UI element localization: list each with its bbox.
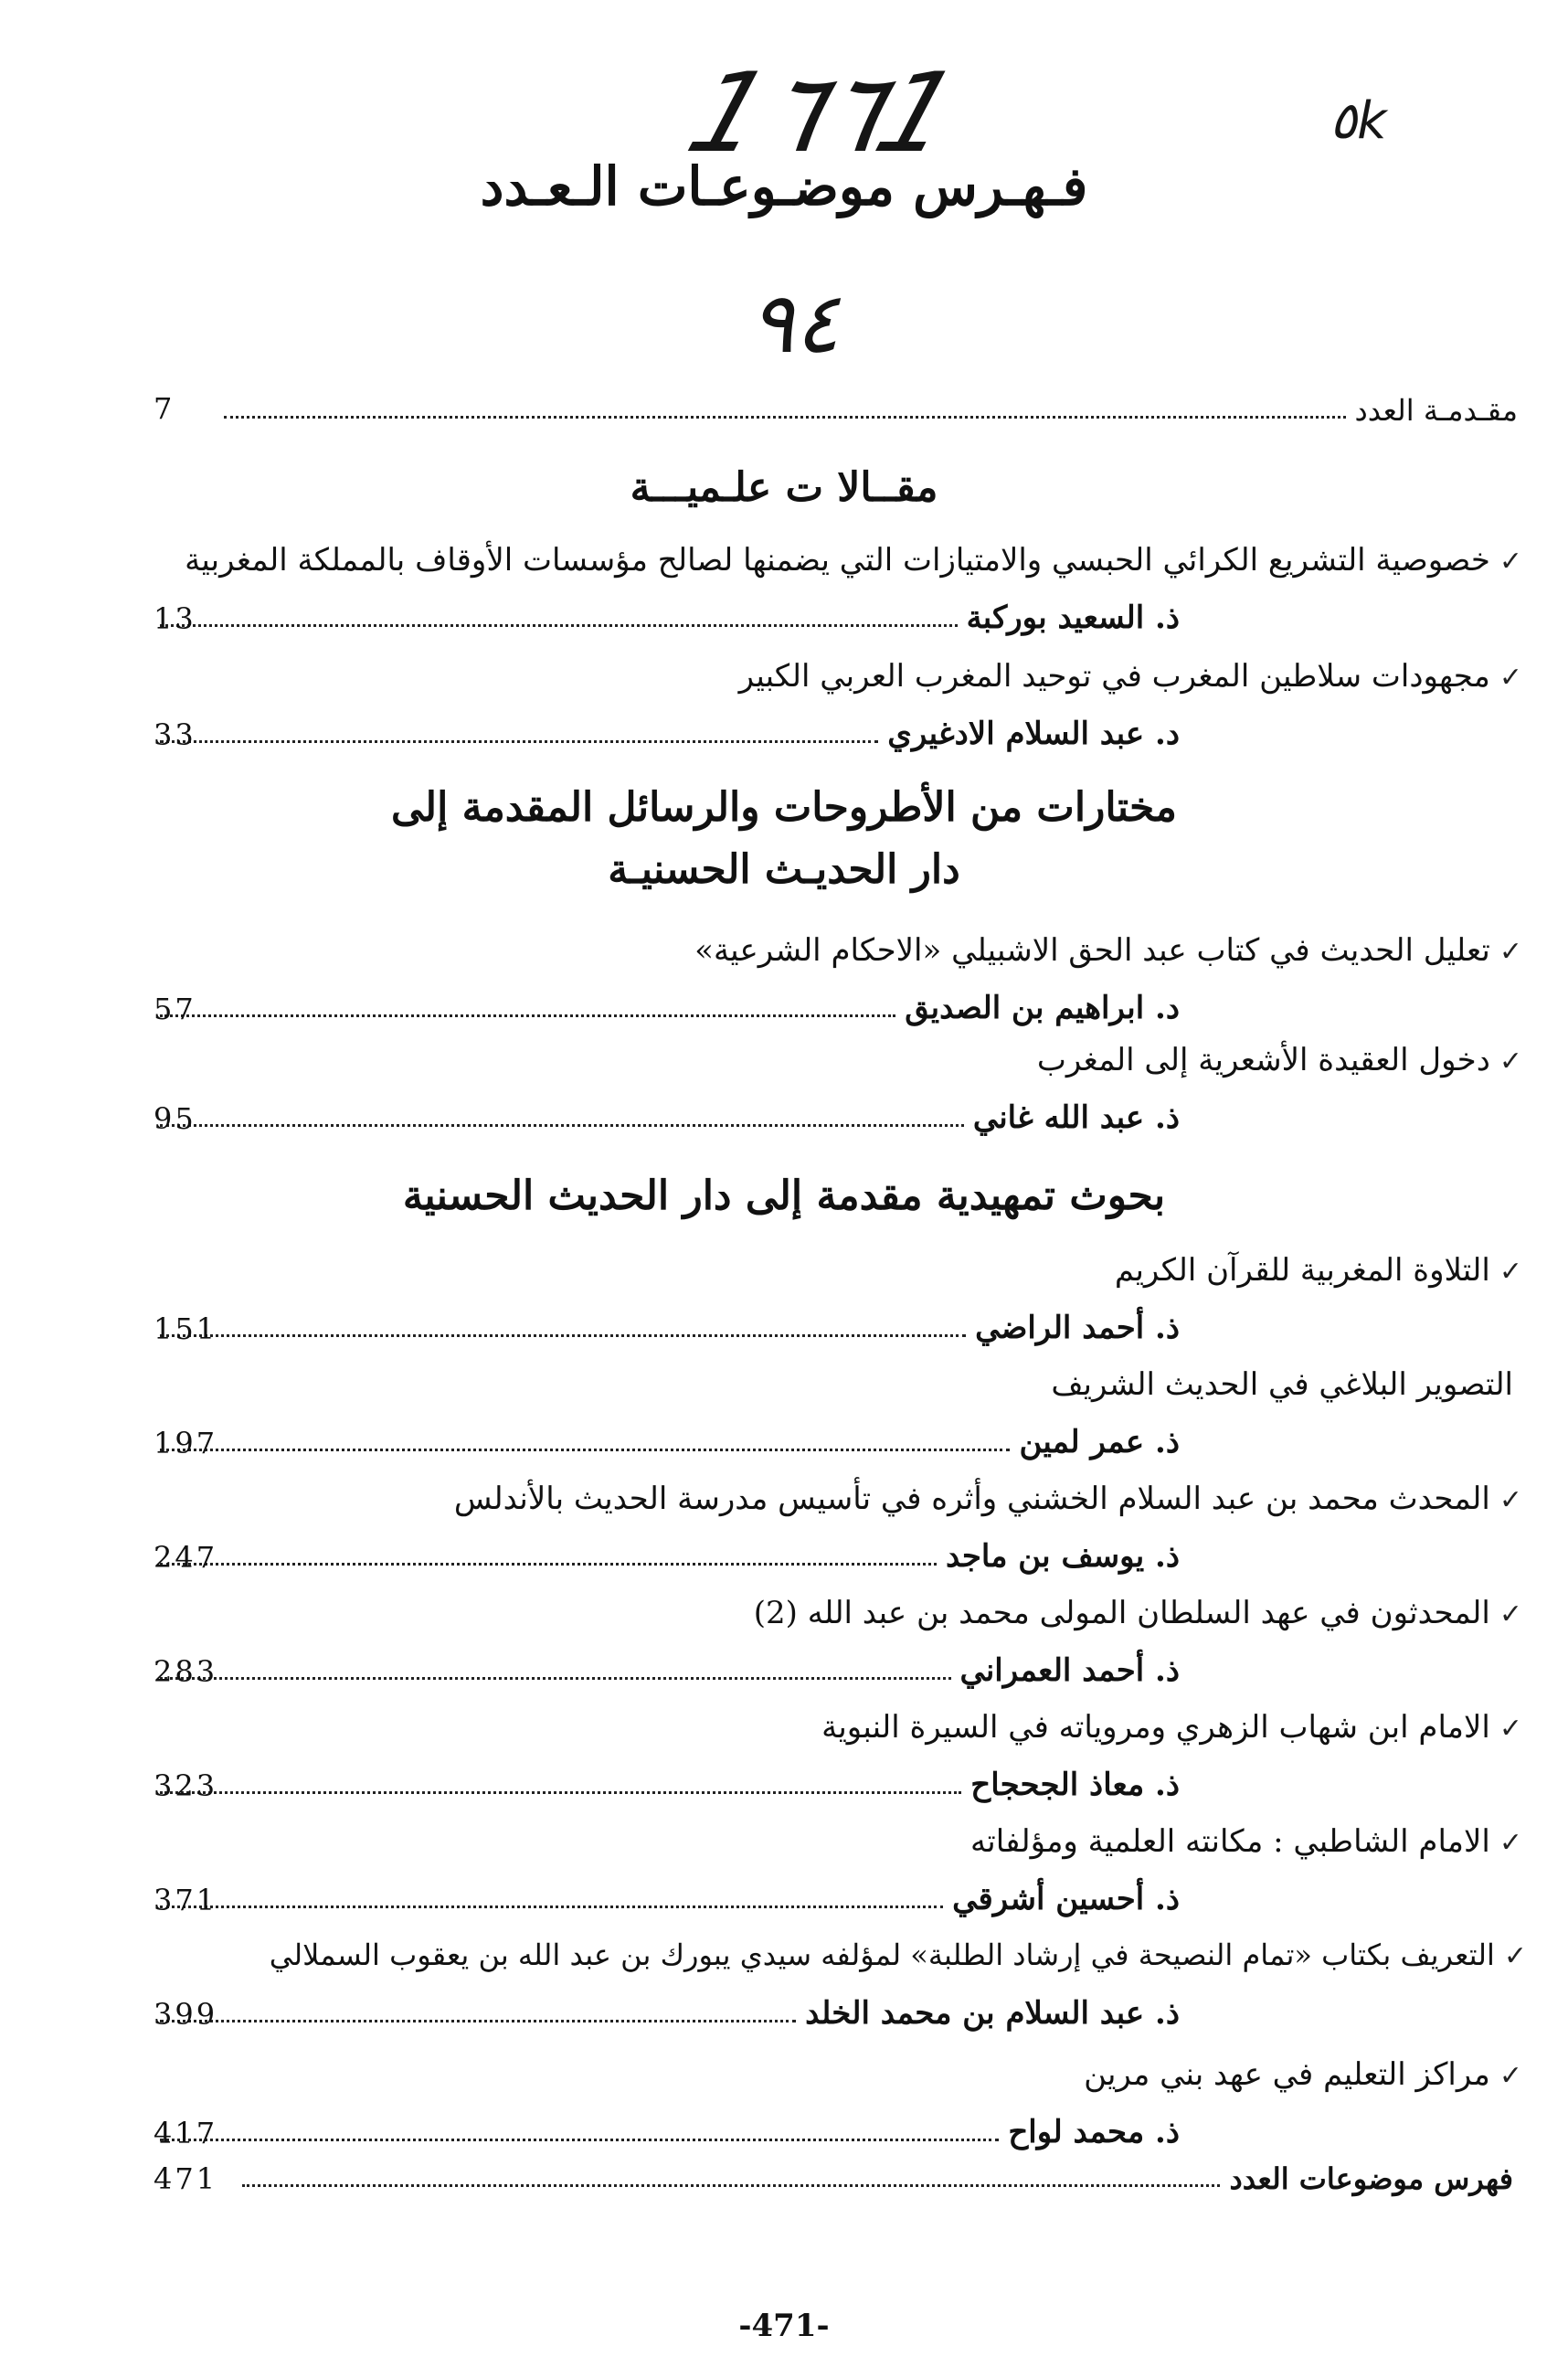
entry-title-text: دخول العقيدة الأشعرية إلى المغرب (1036, 1042, 1490, 1078)
checkmark-icon: ✓ (1499, 1046, 1522, 1078)
section-heading-preliminary-research: بحوث تمهيدية مقدمة إلى دار الحديث الحسنية (402, 1173, 1166, 1219)
entry-title (821, 1709, 1522, 1746)
closing-page-number: 471 (154, 2161, 218, 2196)
checkmark-icon: ✓ (1499, 1713, 1522, 1745)
entry-title (1037, 1042, 1522, 1078)
entry-author: ذ. محمد لواح (1008, 2114, 1180, 2150)
dotted-leader (160, 1333, 966, 1337)
checkmark-icon: ✓ (1499, 1484, 1522, 1516)
intro-page-number: 7 (154, 391, 175, 426)
entry-title-text: الامام الشاطبي : مكانته العلمية ومؤلفاته (970, 1823, 1490, 1860)
entry-author-row (151, 2107, 1180, 2150)
section-heading-theses-line1: مختارات من الأطروحات والرسائل المقدمة إلى (391, 784, 1177, 831)
entry-title-text: مراكز التعليم في عهد بني مرين (1084, 2056, 1490, 2093)
entry-author-row (151, 1645, 1180, 1689)
section-heading-scientific-articles: مقــالا ت علـميـــة (630, 464, 938, 511)
dotted-leader (160, 623, 958, 627)
entry-author: ذ. السعيد بوركبة (966, 600, 1180, 636)
entry-page-number: 247 (154, 1540, 218, 1575)
entry-author: ذ. معاذ الجحجاح (970, 1767, 1180, 1803)
footer-page-number: -471- (738, 2308, 830, 2344)
entry-title (185, 542, 1522, 579)
toc-row-intro (215, 384, 1518, 428)
entry-title-text: التعريف بكتاب «تمام النصيحة في إرشاد الطلبة» لمؤلفه سيدي يبورك بن عبد الله بن يعقوب السملالي (269, 1937, 1495, 1972)
entry-author: ذ. يوسف بن ماجد (946, 1538, 1180, 1575)
entry-author: ذ. أحسين أشرقي (952, 1881, 1180, 1917)
checkmark-icon: ✓ (1499, 662, 1522, 694)
entry-title-text: التصوير البلاغي في الحديث الشريف (1051, 1366, 1513, 1403)
entry-author-row (151, 1759, 1180, 1803)
handwritten-number-top: 1٦٦1 (673, 50, 973, 177)
entry-title (1051, 1366, 1513, 1403)
entry-title (1084, 2056, 1522, 2093)
toc-row-closing (233, 2152, 1513, 2196)
entry-page-number: 283 (154, 1654, 218, 1689)
entry-author: د. عبد السلام الادغيري (887, 716, 1180, 752)
entry-author: ذ. أحمد العمراني (959, 1652, 1180, 1689)
entry-author-row (151, 592, 1180, 636)
handwritten-mark-right: ٥k (1330, 91, 1387, 151)
entry-page-number: 323 (154, 1768, 218, 1803)
dotted-leader (242, 2183, 1220, 2187)
entry-title (694, 932, 1522, 969)
entry-author-row (151, 708, 1180, 752)
entry-author-row (151, 982, 1180, 1026)
checkmark-icon: ✓ (1499, 2060, 1522, 2092)
entry-page-number: 151 (154, 1311, 218, 1346)
checkmark-icon: ✓ (1499, 1827, 1522, 1859)
entry-page-number: 399 (154, 1997, 218, 2032)
entry-page-number: 95 (154, 1101, 196, 1136)
entry-author: ذ. عبد السلام بن محمد الخلد (805, 1995, 1180, 2032)
dotted-leader (224, 415, 1346, 419)
dotted-leader (160, 1676, 951, 1680)
entry-title-text: تعليل الحديث في كتاب عبد الحق الاشبيلي «الاحكام الشرعية» (694, 932, 1490, 969)
dotted-leader (160, 1448, 1010, 1451)
entry-author-row (151, 1874, 1180, 1917)
entry-author: ذ. أحمد الراضي (975, 1310, 1180, 1346)
dotted-leader (160, 1123, 964, 1127)
dotted-leader (160, 2138, 999, 2141)
checkmark-icon: ✓ (1499, 1256, 1522, 1288)
entry-author-row (151, 1988, 1180, 2032)
entry-title (454, 1481, 1522, 1517)
checkmark-icon: ✓ (1499, 546, 1522, 578)
entry-title (970, 1823, 1522, 1860)
checkmark-icon: ✓ (1499, 1598, 1522, 1630)
entry-author-row (151, 1531, 1180, 1575)
entry-title (739, 658, 1522, 695)
checkmark-icon: ✓ (1503, 1940, 1527, 1972)
page-title: فـهـرس موضـوعـات الـعـدد (480, 155, 1088, 218)
dotted-leader (160, 2019, 796, 2022)
entry-page-number: 417 (154, 2116, 218, 2150)
entry-page-number: 371 (154, 1883, 218, 1917)
entry-title-text: خصوصية التشريع الكرائي الحبسي والامتيازات التي يضمنها لصالح مؤسسات الأوقاف بالمملكة المغربية (185, 542, 1490, 579)
entry-title (754, 1595, 1522, 1631)
entry-title-text: المحدثون في عهد السلطان المولى محمد بن عبد الله (2) (753, 1595, 1490, 1631)
entry-author-row (151, 1417, 1180, 1460)
section-heading-theses-line2: دار الحديـث الحسنيـة (608, 846, 960, 893)
entry-page-number: 197 (154, 1426, 218, 1460)
handwritten-number-middle: ٩٤ (749, 274, 840, 372)
intro-label: مقـدمـة العدد (1354, 393, 1518, 428)
entry-title-text: التلاوة المغربية للقرآن الكريم (1114, 1252, 1490, 1289)
entry-title-text: مجهودات سلاطين المغرب في توحيد المغرب العربي الكبير (738, 658, 1490, 695)
entry-title-text: الامام ابن شهاب الزهري ومروياته في السيرة النبوية (821, 1709, 1490, 1746)
entry-page-number: 57 (154, 992, 196, 1026)
entry-page-number: 13 (154, 601, 196, 636)
entry-author-row (151, 1302, 1180, 1346)
dotted-leader (160, 1562, 937, 1566)
checkmark-icon: ✓ (1499, 936, 1522, 968)
entry-page-number: 33 (154, 717, 196, 752)
closing-label: فهرس موضوعات العدد (1229, 2161, 1513, 2196)
dotted-leader (160, 1905, 943, 1908)
entry-title (270, 1937, 1527, 1972)
dotted-leader (160, 1014, 895, 1017)
entry-author: ذ. عمر لمين (1019, 1424, 1180, 1460)
dotted-leader (160, 739, 878, 743)
entry-author: ذ. عبد الله غاني (972, 1099, 1180, 1136)
dotted-leader (160, 1790, 961, 1794)
entry-author-row (151, 1092, 1180, 1136)
entry-title (1115, 1252, 1522, 1289)
entry-author: د. ابراهيم بن الصديق (905, 990, 1180, 1026)
entry-title-text: المحدث محمد بن عبد السلام الخشني وأثره في تأسيس مدرسة الحديث بالأندلس (453, 1481, 1490, 1517)
